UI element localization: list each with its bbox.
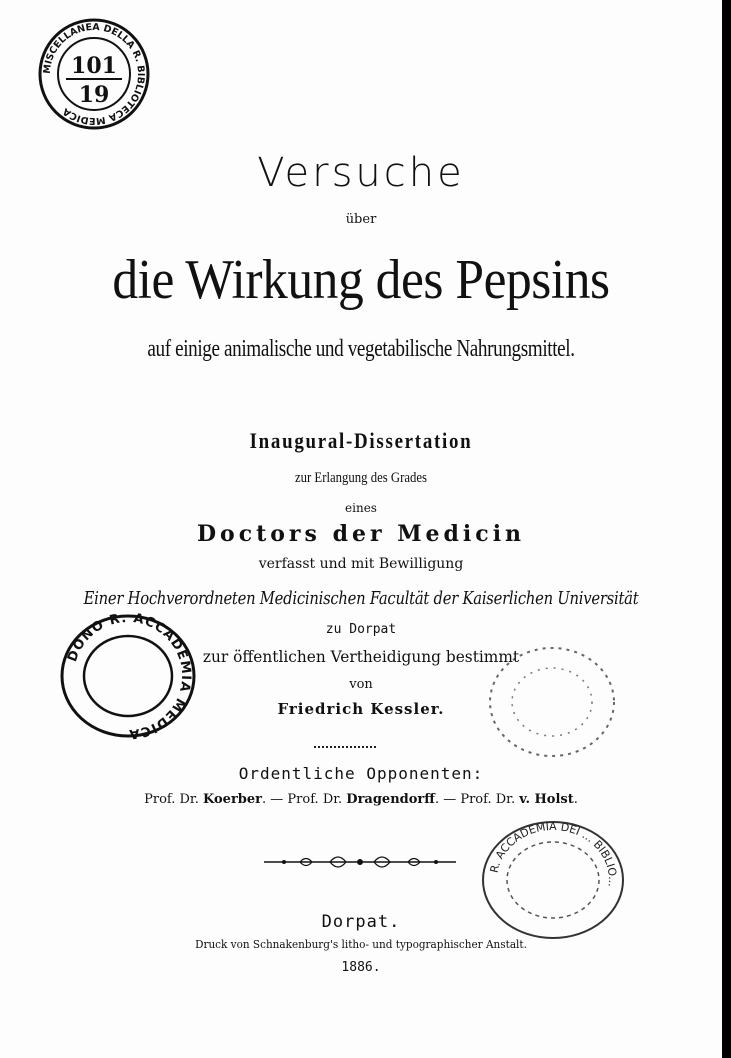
subtitle: auf einige animalische und vegetabilische Nahrungsmittel.: [147, 336, 575, 362]
shelfmark-bottom: 19: [78, 82, 110, 108]
library-stamp: [36, 16, 152, 132]
dissertation-label: Inaugural-Dissertation: [249, 428, 473, 453]
main-title: die Wirkung des Pepsins: [112, 249, 610, 311]
opponent-dragendorff: Dragendorff: [346, 792, 435, 807]
grades-line: zur Erlangung des Grades: [294, 470, 428, 486]
opponent-holst: v. Holst: [519, 792, 574, 807]
defense-line: zur öffentlichen Vertheidigung bestimmt: [202, 647, 520, 666]
title-line: Versuche: [257, 150, 465, 196]
faculty-line: Einer Hochverordneten Medicinischen Facultät der Kaiserlichen Universität: [83, 588, 639, 609]
shelfmark-top: 101: [71, 53, 117, 79]
place-of-print: Dorpat.: [321, 912, 401, 932]
year-of-print: 1886.: [341, 960, 381, 975]
opponents-list: Prof. Dr. Koerber. — Prof. Dr. Dragendorff. — Prof. Dr. v. Holst.: [144, 792, 578, 807]
eines-word: eines: [345, 501, 377, 515]
ornament-divider: [260, 850, 460, 874]
verfasst-line: verfasst und mit Bewilligung: [258, 556, 464, 572]
short-divider: [314, 746, 376, 748]
zu-dorpat-line: zu Dorpat: [325, 622, 397, 637]
von-word: von: [349, 677, 373, 692]
svg-text:DONO R. ACCADEMIA MEDICA: DONO R. ACCADEMIA MEDICA: [65, 612, 194, 740]
svg-text:R. ACCADEMIA DEI ... BIBLIO...: R. ACCADEMIA DEI ... BIBLIO...: [487, 819, 620, 888]
ueber-word: über: [345, 212, 377, 227]
author-name: Friedrich Kessler.: [277, 700, 445, 718]
opponent-koerber: Koerber: [203, 792, 263, 807]
svg-text:MISCELLANEA DELLA R. BIBLIOTEC: MISCELLANEA DELLA R. BIBLIOTECA MEDICA: [41, 21, 147, 127]
opponents-heading: Ordentliche Opponenten:: [238, 764, 484, 783]
degree-line: Doctors der Medicin: [196, 521, 526, 547]
printer-line: Druck von Schnakenburg's litho- und typographischer Anstalt.: [195, 938, 527, 951]
